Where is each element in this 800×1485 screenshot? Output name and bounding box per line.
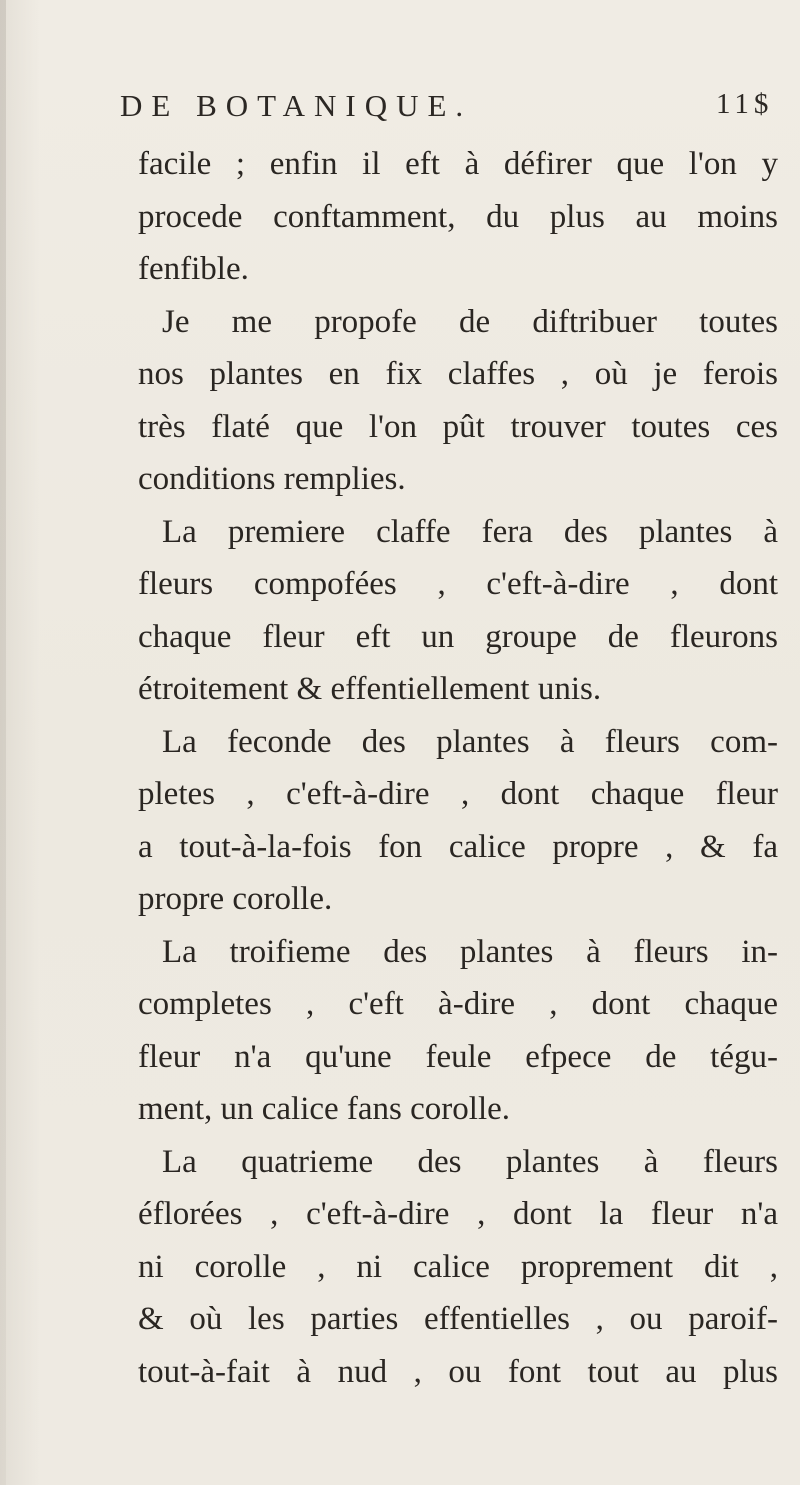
text-line: La feconde des plantes à fleurs com- xyxy=(162,723,778,760)
page-gutter-shadow xyxy=(0,0,6,1485)
text-line: pletes , c'eft-à-dire , dont chaque fleur xyxy=(138,776,778,812)
text-line: fleurs compofées , c'eft-à-dire , dont xyxy=(138,566,778,602)
text-line: La premiere claffe fera des plantes à xyxy=(162,513,778,550)
running-title: DE BOTANIQUE. xyxy=(120,88,473,123)
text-line: a tout-à-la-fois fon calice propre , & fa xyxy=(138,828,778,865)
text-line: Je me propofe de diftribuer toutes xyxy=(162,303,778,340)
text-line: facile ; enfin il eft à défirer que l'on y xyxy=(138,146,778,182)
text-line: conditions remplies. xyxy=(138,461,406,497)
text-line: chaque fleur eft un groupe de fleurons xyxy=(138,618,778,655)
text-line: très flaté que l'on pût trouver toutes ces xyxy=(138,408,778,445)
text-line: tout-à-fait à nud , ou font tout au plus xyxy=(138,1353,778,1390)
page-number: 11$ xyxy=(716,88,774,120)
text-line: fenfible. xyxy=(138,251,249,287)
text-line: procede conftamment, du plus au moins xyxy=(138,198,778,235)
text-line: & où les parties effentielles , ou paroif- xyxy=(138,1301,778,1337)
page-header xyxy=(0,88,800,138)
text-line: fleur n'a qu'une feule efpece de tégu- xyxy=(138,1038,778,1075)
text-line: La troifieme des plantes à fleurs in- xyxy=(162,933,778,970)
text-line: La quatrieme des plantes à fleurs xyxy=(162,1143,778,1180)
text-line: nos plantes en fix claffes , où je ferois xyxy=(138,356,778,392)
text-line: ni corolle , ni calice proprement dit , xyxy=(138,1248,778,1285)
text-line: éflorées , c'eft-à-dire , dont la fleur n'a xyxy=(138,1196,778,1232)
body-text xyxy=(138,138,778,1398)
text-line: ment, un calice fans corolle. xyxy=(138,1091,511,1127)
text-line: propre corolle. xyxy=(138,881,333,917)
text-line: completes , c'eft à-dire , dont chaque xyxy=(138,986,778,1022)
text-line: étroitement & effentiellement unis. xyxy=(138,671,602,707)
